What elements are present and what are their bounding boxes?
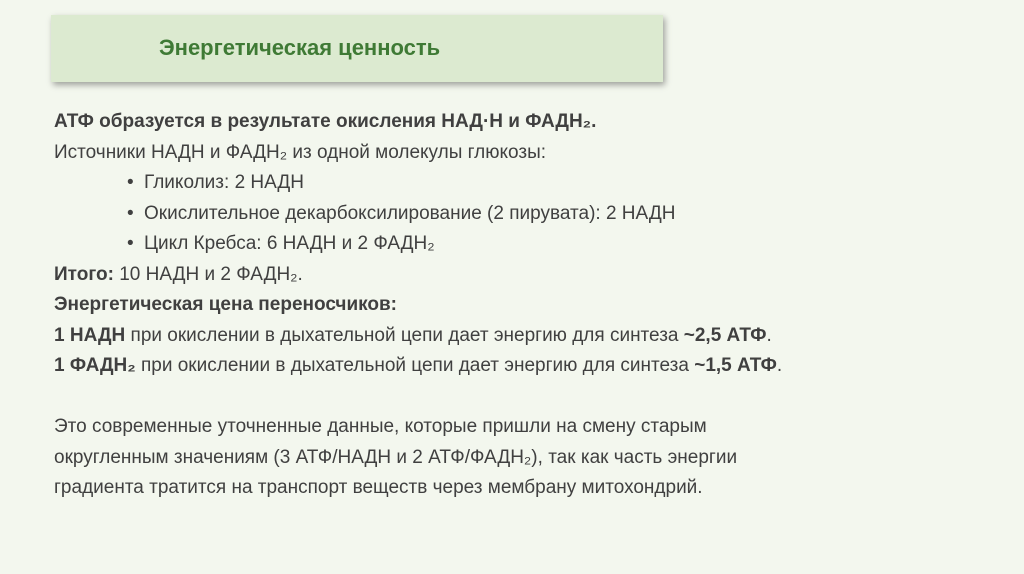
bullet-icon: • [127, 233, 134, 254]
line-nadh-energy [54, 321, 984, 352]
fadh-label: 1 ФАДН₂ [54, 355, 136, 376]
line-sources: Источники НАДН и ФАДН₂ из одной молекулы глюкозы: [54, 141, 547, 163]
paragraph-line-2: округленным значениям (3 АТФ/НАДН и 2 АТФ/ФАДН₂), так как часть энергии [54, 446, 738, 468]
bullet-item-glycolysis [54, 168, 984, 199]
bullet-item-decarboxylation [54, 199, 984, 230]
slide-content [54, 107, 984, 504]
total-value: 10 НАДН и 2 ФАДН₂. [113, 263, 303, 285]
line-total [54, 260, 984, 291]
bullet-icon: • [127, 202, 134, 224]
nadh-value: ~2,5 АТФ [683, 324, 767, 346]
bullet-item-krebs-cycle [54, 229, 984, 260]
total-label: Итого: [54, 263, 114, 285]
line-atp-formation: АТФ образуется в результате окисления НАД·Н и ФАДН₂. [54, 111, 597, 132]
paragraph-line-3: градиента тратится на транспорт веществ через мембрану митохондрий. [54, 477, 703, 498]
bullet-icon: • [127, 172, 134, 193]
fadh-text: при окислении в дыхательной цепи дает энергию для синтеза [135, 355, 695, 376]
paragraph-line-1: Это современные уточненные данные, которые пришли на смену старым [54, 416, 707, 437]
bullet-text: Гликолиз: 2 НАДН [144, 172, 305, 193]
nadh-text: при окислении в дыхательной цепи дает энергию для синтеза [125, 324, 684, 346]
fadh-end: . [776, 355, 783, 376]
spacer [54, 382, 984, 413]
bullet-text: Окислительное декарбоксилирование (2 пирувата): 2 НАДН [144, 202, 676, 224]
carriers-heading: Энергетическая цена переносчиков: [54, 294, 398, 315]
title-box [51, 15, 663, 82]
fadh-value: ~1,5 АТФ [694, 355, 777, 376]
slide-title: Энергетическая ценность [159, 35, 441, 60]
nadh-end: . [766, 324, 772, 346]
nadh-label: 1 НАДН [54, 324, 126, 346]
bullet-text: Цикл Кребса: 6 НАДН и 2 ФАДН₂ [144, 233, 435, 254]
line-fadh-energy [54, 351, 984, 382]
